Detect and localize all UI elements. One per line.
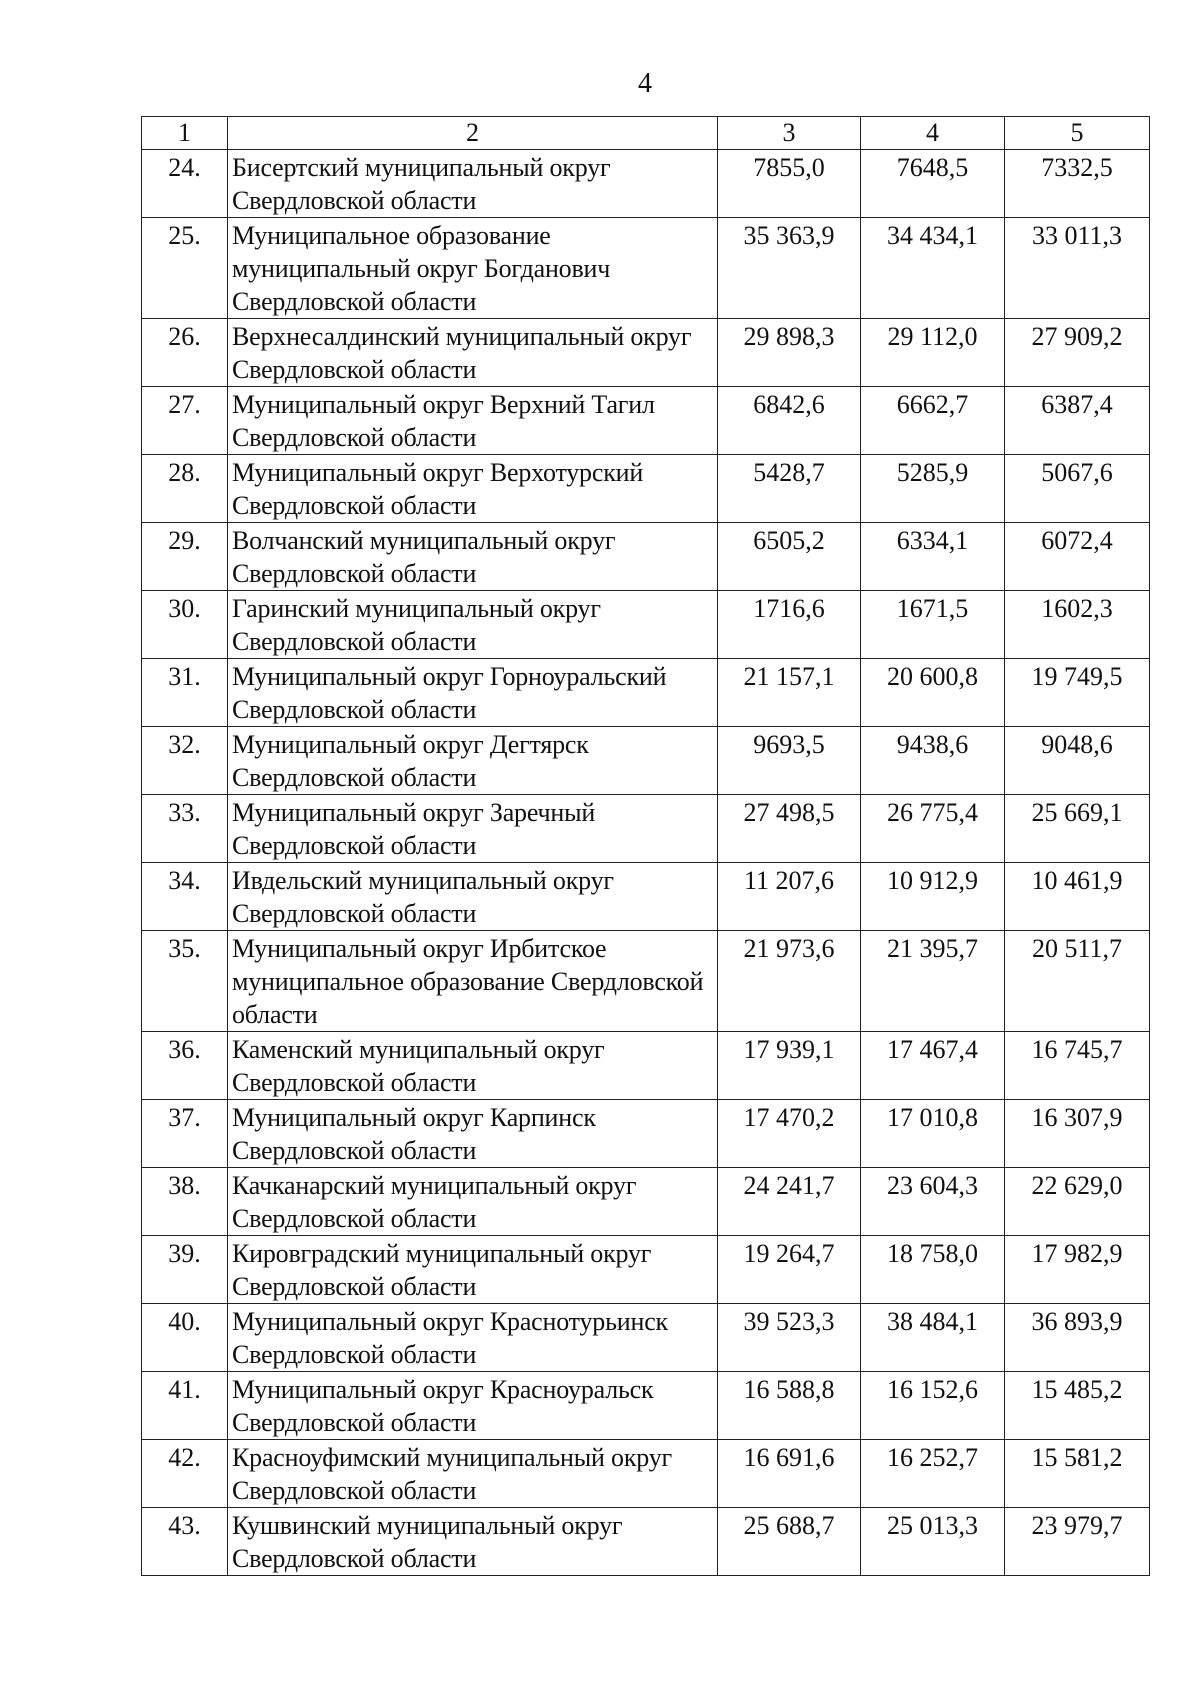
value-col-5-cell: 15 485,2: [1005, 1372, 1150, 1440]
table-row: [142, 591, 1150, 659]
value-col-5-cell: 36 893,9: [1005, 1304, 1150, 1372]
allocation-table: [141, 116, 1150, 1576]
row-number-cell: 42.: [142, 1440, 228, 1508]
municipality-name-cell: Кировградский муниципальный округ Свердловской области: [228, 1236, 718, 1304]
column-header-5: 5: [1005, 117, 1150, 150]
value-col-5-cell: 5067,6: [1005, 455, 1150, 523]
value-col-3-cell: 21 973,6: [718, 931, 861, 1032]
table-row: [142, 319, 1150, 387]
row-number-cell: 40.: [142, 1304, 228, 1372]
municipality-name-cell: Гаринский муниципальный округ Свердловской области: [228, 591, 718, 659]
municipality-name-cell: Красноуфимский муниципальный округ Свердловской области: [228, 1440, 718, 1508]
value-col-5-cell: 16 745,7: [1005, 1032, 1150, 1100]
value-col-4-cell: 20 600,8: [861, 659, 1005, 727]
table-row: [142, 523, 1150, 591]
table-row: [142, 1508, 1150, 1576]
column-header-3: 3: [718, 117, 861, 150]
value-col-4-cell: 10 912,9: [861, 863, 1005, 931]
value-col-5-cell: 1602,3: [1005, 591, 1150, 659]
municipality-name-cell: Муниципальный округ Ирбитское муниципальное образование Свердловской области: [228, 931, 718, 1032]
row-number-cell: 26.: [142, 319, 228, 387]
value-col-5-cell: 15 581,2: [1005, 1440, 1150, 1508]
value-col-4-cell: 26 775,4: [861, 795, 1005, 863]
value-col-3-cell: 27 498,5: [718, 795, 861, 863]
row-number-cell: 35.: [142, 931, 228, 1032]
value-col-3-cell: 16 691,6: [718, 1440, 861, 1508]
row-number-cell: 29.: [142, 523, 228, 591]
value-col-4-cell: 16 152,6: [861, 1372, 1005, 1440]
row-number-cell: 33.: [142, 795, 228, 863]
municipality-name-cell: Качканарский муниципальный округ Свердловской области: [228, 1168, 718, 1236]
value-col-5-cell: 6387,4: [1005, 387, 1150, 455]
value-col-4-cell: 18 758,0: [861, 1236, 1005, 1304]
row-number-cell: 24.: [142, 150, 228, 218]
value-col-4-cell: 6334,1: [861, 523, 1005, 591]
value-col-4-cell: 16 252,7: [861, 1440, 1005, 1508]
column-header-2: 2: [228, 117, 718, 150]
value-col-5-cell: 23 979,7: [1005, 1508, 1150, 1576]
table-row: [142, 1372, 1150, 1440]
value-col-3-cell: 9693,5: [718, 727, 861, 795]
value-col-3-cell: 1716,6: [718, 591, 861, 659]
table-row: [142, 863, 1150, 931]
table-row: [142, 1100, 1150, 1168]
row-number-cell: 38.: [142, 1168, 228, 1236]
page-number: 4: [638, 68, 652, 99]
column-header-1: 1: [142, 117, 228, 150]
row-number-cell: 27.: [142, 387, 228, 455]
value-col-3-cell: 24 241,7: [718, 1168, 861, 1236]
value-col-5-cell: 10 461,9: [1005, 863, 1150, 931]
row-number-cell: 31.: [142, 659, 228, 727]
value-col-4-cell: 21 395,7: [861, 931, 1005, 1032]
row-number-cell: 25.: [142, 218, 228, 319]
value-col-4-cell: 38 484,1: [861, 1304, 1005, 1372]
value-col-5-cell: 27 909,2: [1005, 319, 1150, 387]
municipality-name-cell: Муниципальный округ Карпинск Свердловской области: [228, 1100, 718, 1168]
municipality-name-cell: Верхнесалдинский муниципальный округ Свердловской области: [228, 319, 718, 387]
row-number-cell: 41.: [142, 1372, 228, 1440]
value-col-4-cell: 7648,5: [861, 150, 1005, 218]
table-row: [142, 387, 1150, 455]
value-col-3-cell: 6505,2: [718, 523, 861, 591]
value-col-5-cell: 20 511,7: [1005, 931, 1150, 1032]
row-number-cell: 36.: [142, 1032, 228, 1100]
table-row: [142, 455, 1150, 523]
value-col-3-cell: 11 207,6: [718, 863, 861, 931]
value-col-4-cell: 6662,7: [861, 387, 1005, 455]
value-col-5-cell: 33 011,3: [1005, 218, 1150, 319]
row-number-cell: 32.: [142, 727, 228, 795]
value-col-4-cell: 17 010,8: [861, 1100, 1005, 1168]
table-row: [142, 1236, 1150, 1304]
municipality-name-cell: Муниципальный округ Заречный Свердловской области: [228, 795, 718, 863]
municipality-name-cell: Ивдельский муниципальный округ Свердловской области: [228, 863, 718, 931]
municipality-name-cell: Муниципальный округ Красноуральск Свердловской области: [228, 1372, 718, 1440]
table-row: [142, 1440, 1150, 1508]
value-col-5-cell: 25 669,1: [1005, 795, 1150, 863]
value-col-5-cell: 6072,4: [1005, 523, 1150, 591]
municipality-name-cell: Муниципальный округ Горноуральский Свердловской области: [228, 659, 718, 727]
column-header-4: 4: [861, 117, 1005, 150]
value-col-3-cell: 7855,0: [718, 150, 861, 218]
table-row: [142, 931, 1150, 1032]
value-col-4-cell: 23 604,3: [861, 1168, 1005, 1236]
value-col-3-cell: 35 363,9: [718, 218, 861, 319]
table-row: [142, 1032, 1150, 1100]
value-col-4-cell: 25 013,3: [861, 1508, 1005, 1576]
table-row: [142, 150, 1150, 218]
value-col-5-cell: 19 749,5: [1005, 659, 1150, 727]
municipality-name-cell: Муниципальный округ Верхотурский Свердловской области: [228, 455, 718, 523]
municipality-name-cell: Муниципальный округ Краснотурьинск Свердловской области: [228, 1304, 718, 1372]
row-number-cell: 28.: [142, 455, 228, 523]
value-col-3-cell: 29 898,3: [718, 319, 861, 387]
table-row: [142, 1304, 1150, 1372]
value-col-4-cell: 5285,9: [861, 455, 1005, 523]
municipality-name-cell: Волчанский муниципальный округ Свердловской области: [228, 523, 718, 591]
header-row: [142, 117, 1150, 150]
value-col-5-cell: 17 982,9: [1005, 1236, 1150, 1304]
value-col-4-cell: 9438,6: [861, 727, 1005, 795]
table-row: [142, 218, 1150, 319]
value-col-3-cell: 5428,7: [718, 455, 861, 523]
row-number-cell: 30.: [142, 591, 228, 659]
value-col-3-cell: 17 939,1: [718, 1032, 861, 1100]
value-col-3-cell: 6842,6: [718, 387, 861, 455]
value-col-4-cell: 17 467,4: [861, 1032, 1005, 1100]
value-col-3-cell: 17 470,2: [718, 1100, 861, 1168]
value-col-5-cell: 7332,5: [1005, 150, 1150, 218]
row-number-cell: 37.: [142, 1100, 228, 1168]
row-number-cell: 39.: [142, 1236, 228, 1304]
table-row: [142, 795, 1150, 863]
table-row: [142, 727, 1150, 795]
municipality-name-cell: Муниципальный округ Верхний Тагил Свердловской области: [228, 387, 718, 455]
municipality-name-cell: Каменский муниципальный округ Свердловской области: [228, 1032, 718, 1100]
municipality-name-cell: Бисертский муниципальный округ Свердловской области: [228, 150, 718, 218]
value-col-3-cell: 21 157,1: [718, 659, 861, 727]
value-col-3-cell: 39 523,3: [718, 1304, 861, 1372]
row-number-cell: 34.: [142, 863, 228, 931]
value-col-3-cell: 25 688,7: [718, 1508, 861, 1576]
municipality-name-cell: Муниципальный округ Дегтярск Свердловской области: [228, 727, 718, 795]
value-col-5-cell: 16 307,9: [1005, 1100, 1150, 1168]
municipality-name-cell: Муниципальное образование муниципальный округ Богданович Свердловской области: [228, 218, 718, 319]
table-row: [142, 1168, 1150, 1236]
value-col-4-cell: 1671,5: [861, 591, 1005, 659]
value-col-4-cell: 34 434,1: [861, 218, 1005, 319]
row-number-cell: 43.: [142, 1508, 228, 1576]
value-col-5-cell: 22 629,0: [1005, 1168, 1150, 1236]
value-col-3-cell: 19 264,7: [718, 1236, 861, 1304]
value-col-5-cell: 9048,6: [1005, 727, 1150, 795]
table-row: [142, 659, 1150, 727]
municipality-name-cell: Кушвинский муниципальный округ Свердловской области: [228, 1508, 718, 1576]
value-col-4-cell: 29 112,0: [861, 319, 1005, 387]
value-col-3-cell: 16 588,8: [718, 1372, 861, 1440]
